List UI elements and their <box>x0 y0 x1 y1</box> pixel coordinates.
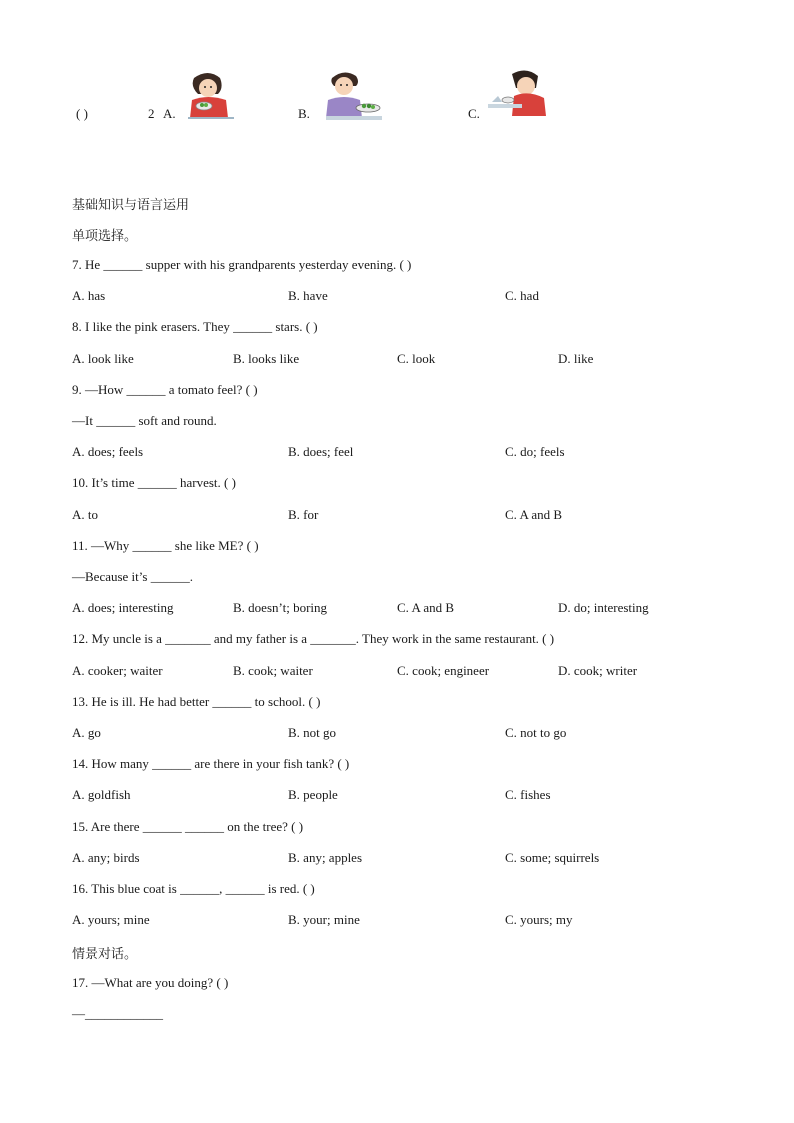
boy-with-plate-icon <box>322 68 382 122</box>
option-b-label: B. <box>298 106 310 121</box>
option-c-label: C. <box>468 106 480 121</box>
option: D. cook; writer <box>558 663 638 678</box>
option: A. to <box>72 507 98 522</box>
option: B. cook; waiter <box>233 663 313 678</box>
option: B. for <box>288 507 319 522</box>
question-stem: 14. How many ______ are there in your fish tank? ( ) <box>72 756 350 771</box>
option: B. not go <box>288 725 337 740</box>
option: C. had <box>505 288 539 303</box>
option: A. any; birds <box>72 850 140 865</box>
question-number: 2 <box>148 106 155 121</box>
option: A. go <box>72 725 101 740</box>
question-stem: 7. He ______ supper with his grandparents yesterday evening. ( ) <box>72 257 412 272</box>
option: C. not to go <box>505 725 567 740</box>
option: A. goldfish <box>72 787 131 802</box>
question-stem: 15. Are there ______ ______ on the tree? ( ) <box>72 819 304 834</box>
question-stem: 12. My uncle is a _______ and my father is a _______. They work in the same restaurant. ( ) <box>72 631 555 646</box>
question-stem: 11. —Why ______ she like ME? ( ) <box>72 538 259 553</box>
option: C. look <box>397 351 436 366</box>
option: A. does; interesting <box>72 600 174 615</box>
option: A. has <box>72 288 106 303</box>
subsection-title-dialogue: 情景对话。 <box>72 947 138 962</box>
option: A. does; feels <box>72 444 144 459</box>
option: B. any; apples <box>288 850 363 865</box>
option-a-label: A. <box>163 106 176 121</box>
question-stem: 9. —How ______ a tomato feel? ( ) <box>72 382 258 397</box>
question-stem: 17. —What are you doing? ( ) <box>72 975 229 990</box>
option: C. A and B <box>397 600 455 615</box>
answer-paren: ( ) <box>76 106 88 121</box>
girl-eating-icon <box>182 70 238 120</box>
option: B. your; mine <box>288 912 360 927</box>
boy-at-table-icon <box>486 66 558 122</box>
option: B. people <box>288 787 338 802</box>
option: D. do; interesting <box>558 600 649 615</box>
option: B. does; feel <box>288 444 354 459</box>
option: C. cook; engineer <box>397 663 490 678</box>
section-title: 基础知识与语言运用 <box>72 198 190 213</box>
question-dialogue-line: —It ______ soft and round. <box>72 413 217 428</box>
question-dialogue-line: —Because it’s ______. <box>72 569 193 584</box>
option: A. yours; mine <box>72 912 150 927</box>
option: D. like <box>558 351 594 366</box>
option: B. looks like <box>233 351 300 366</box>
option: C. yours; my <box>505 912 573 927</box>
option: B. doesn’t; boring <box>233 600 328 615</box>
option: C. some; squirrels <box>505 850 600 865</box>
subsection-title-single-choice: 单项选择。 <box>72 229 138 244</box>
answer-blank: —____________ <box>72 1006 163 1021</box>
question-stem: 8. I like the pink erasers. They ______ stars. ( ) <box>72 319 318 334</box>
option: A. cooker; waiter <box>72 663 163 678</box>
option: C. A and B <box>505 507 563 522</box>
option: C. do; feels <box>505 444 565 459</box>
option: C. fishes <box>505 787 551 802</box>
question-stem: 10. It’s time ______ harvest. ( ) <box>72 475 236 490</box>
option: B. have <box>288 288 328 303</box>
question-stem: 16. This blue coat is ______, ______ is red. ( ) <box>72 881 315 896</box>
question-stem: 13. He is ill. He had better ______ to school. ( ) <box>72 694 321 709</box>
option: A. look like <box>72 351 134 366</box>
